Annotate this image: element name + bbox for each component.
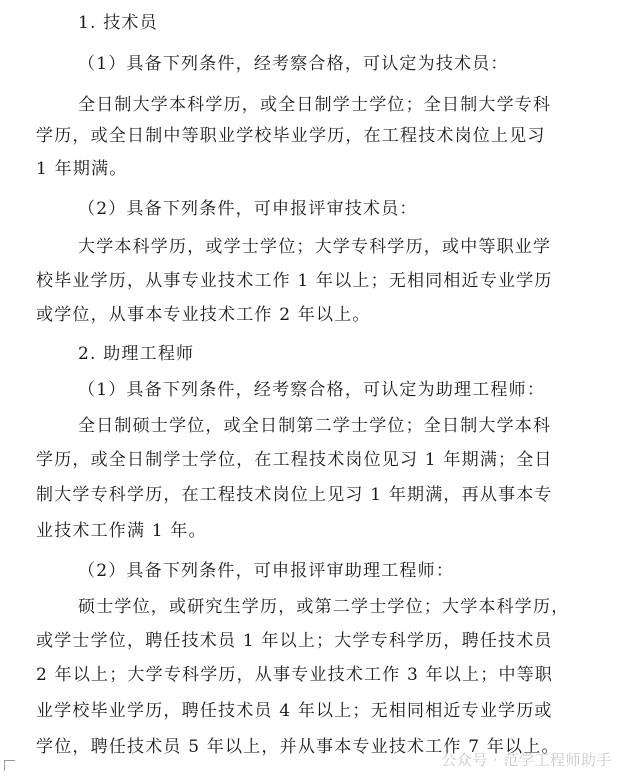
paragraph-line: 学历，或全日制中等职业学校毕业学历，在工程技术岗位上见习 [36, 126, 546, 146]
section-heading-technician: 1. 技术员 [78, 13, 158, 33]
paragraph-line: 业技术工作满 1 年。 [36, 521, 207, 541]
paragraph-line: 全日制硕士学位，或全日制第二学士学位；全日制大学本科 [78, 416, 552, 436]
paragraph-line: 硕士学位，或研究生学历，或第二学士学位；大学本科学历， [78, 597, 570, 617]
watermark-text: 公众号 · 范学工程师助手 [441, 751, 612, 769]
paragraph-line: 2 年以上；大学专科学历，从事专业技术工作 3 年以上；中等职 [36, 665, 554, 685]
paragraph-line: （1）具备下列条件，经考察合格，可认定为助理工程师： [78, 380, 546, 400]
paragraph-line: （2）具备下列条件，可申报评审技术员： [78, 199, 418, 219]
paragraph-line: 或学士学位，聘任技术员 1 年以上；大学专科学历，聘任技术员 [36, 631, 553, 651]
paragraph-line: 学历，或全日制学士学位，在工程技术岗位见习 1 年期满；全日 [36, 450, 553, 470]
paragraph-line: 大学本科学历，或学士学位；大学专科学历，或中等职业学 [78, 237, 552, 257]
paragraph-line: （1）具备下列条件，经考察合格，可认定为技术员： [78, 54, 509, 74]
paragraph-line: （2）具备下列条件，可申报评审助理工程师： [78, 561, 455, 581]
paragraph-line: 校毕业学历，从事专业技术工作 1 年以上；无相同相近专业学历 [36, 271, 553, 291]
paragraph-line: 1 年期满。 [36, 159, 128, 179]
section-heading-assistant-engineer: 2. 助理工程师 [78, 344, 195, 364]
paragraph-line: 业学校毕业学历，聘任技术员 4 年以上；无相同相近专业学历或 [36, 701, 553, 721]
paragraph-line: 全日制大学本科学历，或全日制学士学位；全日制大学专科 [78, 95, 552, 115]
page-corner-mark [4, 760, 15, 771]
paragraph-line: 学位，聘任技术员 5 年以上，并从事本专业技术工作 7 年以上。 [36, 737, 560, 757]
paragraph-line: 制大学专科学历，在工程技术岗位上见习 1 年期满，再从事本专 [36, 485, 553, 505]
paragraph-line: 或学位，从事本专业技术工作 2 年以上。 [36, 305, 371, 325]
